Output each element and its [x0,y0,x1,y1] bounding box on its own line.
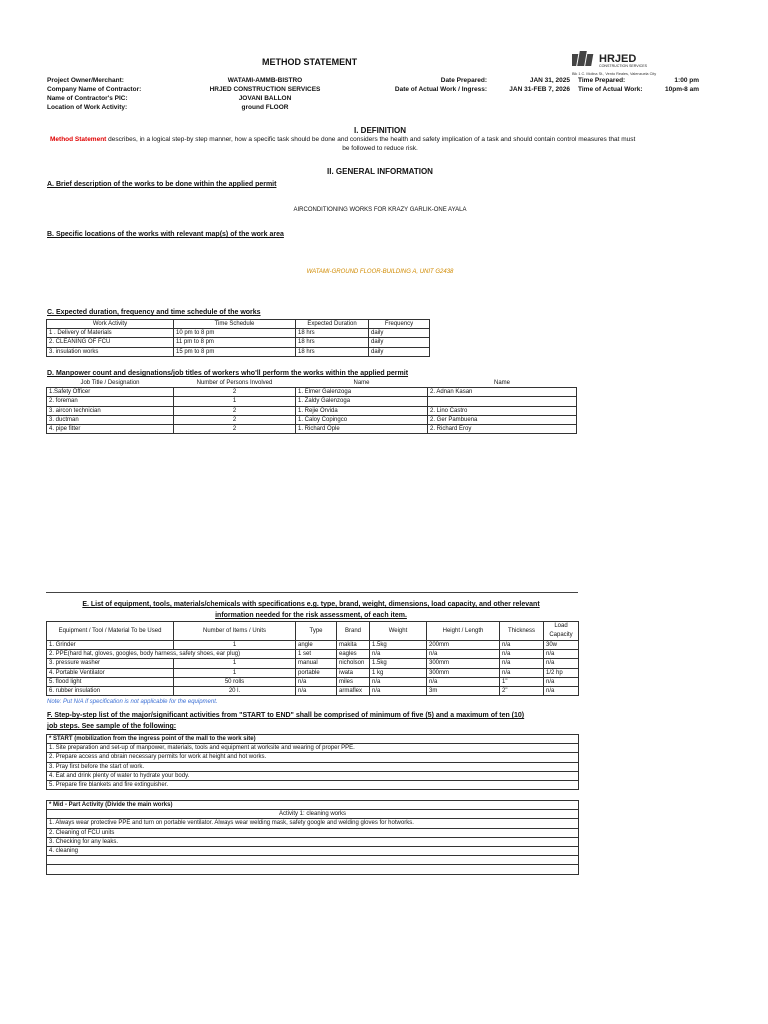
schedule-header-row [47,320,430,329]
table-cell: 15 pm to 8 pm [174,347,296,356]
time-actual-value: 10pm-8 am [665,86,699,93]
step-item: 3. Pray first before the start of work. [47,762,579,771]
table-cell: n/a [296,677,337,686]
logo-wordmark: HRJED [599,53,637,65]
location-label: Location of Work Activity: [47,104,128,111]
document-title: METHOD STATEMENT [262,57,358,67]
table-cell: miles [337,677,370,686]
table-cell: n/a [500,659,544,668]
table-cell: 1 [174,659,296,668]
table-cell: 1. Rejie Orvida [296,406,428,415]
table-row [47,801,579,810]
step-item: 1. Site preparation and set-up of manpower, materials, tools and equipment at worksite and wearing of proper PPE. [47,744,579,753]
table-cell: n/a [544,677,579,686]
table-cell [428,397,577,406]
table-row [47,406,577,415]
table-header: Expected Duration [296,320,369,329]
time-prepared-value: 1:00 pm [674,77,699,84]
definition-term: Method Statement [50,136,107,143]
step-item: 5. Prepare fire blankets and fire extinguisher. [47,780,579,789]
table-row [47,753,579,762]
table-cell: 1" [500,677,544,686]
step-item: 4. Eat and drink plenty of water to hydrate your body. [47,771,579,780]
start-steps-table [46,734,579,790]
location-value: ground FLOOR [241,104,289,111]
table-cell: 50 rolls [174,677,296,686]
table-cell: n/a [296,686,337,695]
table-cell: portable [296,668,337,677]
section-e-heading-cont: information needed for the risk assessment, of each item. [215,612,407,619]
table-cell: eagles [337,650,370,659]
definition-heading: I. DEFINITION [354,126,406,135]
table-row [47,846,579,855]
table-cell: 1 [174,397,296,406]
table-cell: 2. foreman [47,397,174,406]
step-item: 2. Prepare access and obrain necessary permits for work at height and hot works. [47,753,579,762]
table-cell: 1 . Delivery of Materials [47,329,174,338]
table-cell: 10 pm to 8 pm [174,329,296,338]
table-row [47,810,579,819]
mid-steps-table [46,800,579,875]
section-divider [46,592,578,593]
table-cell: 1.5kg [370,641,427,650]
table-header: Name [296,379,428,388]
table-cell: 11 pm to 8 pm [174,338,296,347]
svg-text:CONSTRUCTION SERVICES: CONSTRUCTION SERVICES [599,64,648,68]
table-row [47,837,579,846]
table-row [47,329,430,338]
table-header: Weight [370,622,427,641]
table-row [47,397,577,406]
section-b-value: WATAMI-GROUND FLOOR-BUILDING A, UNIT G2438 [306,269,454,275]
table-header: Name [428,379,577,388]
equipment-header-row [47,622,579,641]
table-cell: manual [296,659,337,668]
table-cell: 1. Grinder [47,641,174,650]
svg-text:Blk 1 C. Molina St., Vento Rea: Blk 1 C. Molina St., Vento Reales, Valenzuela City [572,72,657,76]
table-header: Thickness [500,622,544,641]
table-cell: makita [337,641,370,650]
table-cell: 1. Elmer Galenzoga [296,388,428,397]
table-cell: 20 l. [174,686,296,695]
table-cell: 4. pipe fitter [47,424,174,433]
project-owner-label: Project Owner/Merchant: [47,77,124,84]
company-value: HRJED CONSTRUCTION SERVICES [209,86,321,93]
table-row [47,819,579,828]
table-cell: 2 [174,406,296,415]
table-cell: 300mm [427,668,500,677]
pic-value: JOVANI BALLON [238,95,292,102]
table-cell: n/a [500,641,544,650]
table-cell: 1 [174,668,296,677]
table-cell: 1 set [296,650,337,659]
table-cell: 6. rubber insulation [47,686,174,695]
manpower-table [46,379,577,434]
table-cell: n/a [500,668,544,677]
table-cell: 3. insulation works [47,347,174,356]
table-cell: 1.Safety Officer [47,388,174,397]
table-cell: 2. Adnan Kasan [428,388,577,397]
section-a-heading: A. Brief description of the works to be done within the applied permit [47,181,277,188]
table-header: Height / Length [427,622,500,641]
table-cell: n/a [427,650,500,659]
table-cell: 2. Lino Castro [428,406,577,415]
table-cell: 300mm [427,659,500,668]
date-actual-value: JAN 31-FEB 7, 2026 [509,86,570,93]
table-cell: 3. pressure washer [47,659,174,668]
table-cell: 2. PPE(hard hat, gloves, googles, body harness, safety shoes, ear plug) [47,650,296,659]
schedule-table [46,319,430,357]
date-actual-label: Date of Actual Work / Ingress: [394,86,487,93]
table-header: Type [296,622,337,641]
step-item [47,856,579,865]
section-b-heading: B. Specific locations of the works with relevant map(s) of the work area [47,231,284,238]
table-cell: 1/2 hp [544,668,579,677]
table-row [47,338,430,347]
definition-text-cont: be followed to reduce risk. [342,145,418,152]
table-header: Job Title / Designation [47,379,174,388]
step-item [47,865,579,874]
table-cell: 2 [174,424,296,433]
step-item: 1. Always wear protective PPE and turn on portable ventilator. Always wear welding mask, safety google and welding gloves for hotworks. [47,819,579,828]
table-cell: n/a [544,650,579,659]
table-row [47,650,579,659]
table-cell: nicholson [337,659,370,668]
section-a-value: AIRCONDITIONING WORKS FOR KRAZY GARLIK-ONE AYALA [293,207,467,213]
table-cell: 2 [174,415,296,424]
table-cell: n/a [500,650,544,659]
time-prepared-label: Time Prepared: [578,77,626,84]
table-header: Equipment / Tool / Material To be Used [47,622,174,641]
table-header: Frequency [369,320,430,329]
table-cell: n/a [370,650,427,659]
table-row [47,686,579,695]
table-cell: 1. Richard Ople [296,424,428,433]
table-cell: 3. ductman [47,415,174,424]
mid-heading: * Mid - Part Activity (Divide the main works) [47,801,579,810]
table-cell: 2. Ger Pambuena [428,415,577,424]
table-cell: angle [296,641,337,650]
table-row [47,780,579,789]
table-row [47,424,577,433]
table-row [47,659,579,668]
company-logo [572,50,698,80]
table-header: Work Activity [47,320,174,329]
step-item: 2. Cleaning of FCU units [47,828,579,837]
table-row [47,388,577,397]
manpower-header-row [47,379,577,388]
project-owner-value: WATAMI-AMMB-BISTRO [227,77,303,84]
table-cell: daily [369,329,430,338]
section-e-heading: E. List of equipment, tools, materials/chemicals with specifications e.g. type, brand, weight, dimensions, load capacity, and other relevant [82,601,540,608]
table-row [47,762,579,771]
table-cell: 1.5kg [370,659,427,668]
table-cell: 18 hrs [296,347,369,356]
table-cell: 3. aircon technician [47,406,174,415]
table-row [47,641,579,650]
table-row [47,771,579,780]
step-item: 4. cleaning [47,846,579,855]
table-row [47,828,579,837]
company-label: Company Name of Contractor: [47,86,142,93]
definition-text: Method Statement describes, in a logical step-by step manner, how a specific task should be done and considers the health and safety implication of a task and should contain control measures that must [50,136,636,143]
equipment-note: Note: Put N/A if specification is not applicable for the equipment. [47,699,218,705]
table-header: Load Capacity [544,622,579,641]
table-cell: 18 hrs [296,329,369,338]
activity-label: Activity 1: cleaning works [47,810,579,819]
table-cell: armaflex [337,686,370,695]
step-item: 3. Checking for any leaks. [47,837,579,846]
general-heading: II. GENERAL INFORMATION [327,167,433,176]
table-cell: n/a [370,686,427,695]
table-row [47,865,579,874]
table-cell: n/a [544,686,579,695]
date-prepared-label: Date Prepared: [440,77,487,84]
date-prepared-value: JAN 31, 2025 [529,77,570,84]
table-header: Number of Persons Involved [174,379,296,388]
table-cell: 30w [544,641,579,650]
table-cell: 200mm [427,641,500,650]
table-row [47,744,579,753]
table-row [47,735,579,744]
equipment-table [46,621,579,696]
table-cell: 2. CLEANING OF FCU [47,338,174,347]
table-row [47,856,579,865]
table-cell: 1. Zaldy Galenzoga [296,397,428,406]
table-cell: daily [369,338,430,347]
table-header: Number of Items / Units [174,622,296,641]
table-cell: 1 kg [370,668,427,677]
table-row [47,347,430,356]
table-cell: n/a [370,677,427,686]
table-cell: 5. flood light [47,677,174,686]
table-cell: 18 hrs [296,338,369,347]
table-cell: n/a [427,677,500,686]
table-header: Brand [337,622,370,641]
table-cell: iwata [337,668,370,677]
table-cell: 3m [427,686,500,695]
start-heading: * START (mobilization from the ingress point of the mall to the work site) [47,735,579,744]
table-header: Time Schedule [174,320,296,329]
pic-label: Name of Contractor's PIC: [47,95,128,102]
table-row [47,677,579,686]
table-cell: 1 [174,641,296,650]
table-cell: n/a [544,659,579,668]
table-cell: 2. Richard Eroy [428,424,577,433]
table-cell: daily [369,347,430,356]
table-cell: 2 [174,388,296,397]
section-f-heading: F. Step-by-step list of the major/significant activities from "START to END" shall be comprised of minimum of five (5) and a maximum of ten (10) [47,712,525,719]
table-cell: 1. Caloy Copingco [296,415,428,424]
time-actual-label: Time of Actual Work: [578,86,643,93]
table-row [47,668,579,677]
section-c-heading: C. Expected duration, frequency and time schedule of the works [47,309,261,316]
section-d-heading: D. Manpower count and designations/job titles of workers who'll perform the works within the applied permit [47,370,409,377]
table-cell: 4. Portable Ventilator [47,668,174,677]
table-cell: 2" [500,686,544,695]
section-f-heading-cont: job steps. See sample of the following: [47,723,177,730]
table-row [47,415,577,424]
